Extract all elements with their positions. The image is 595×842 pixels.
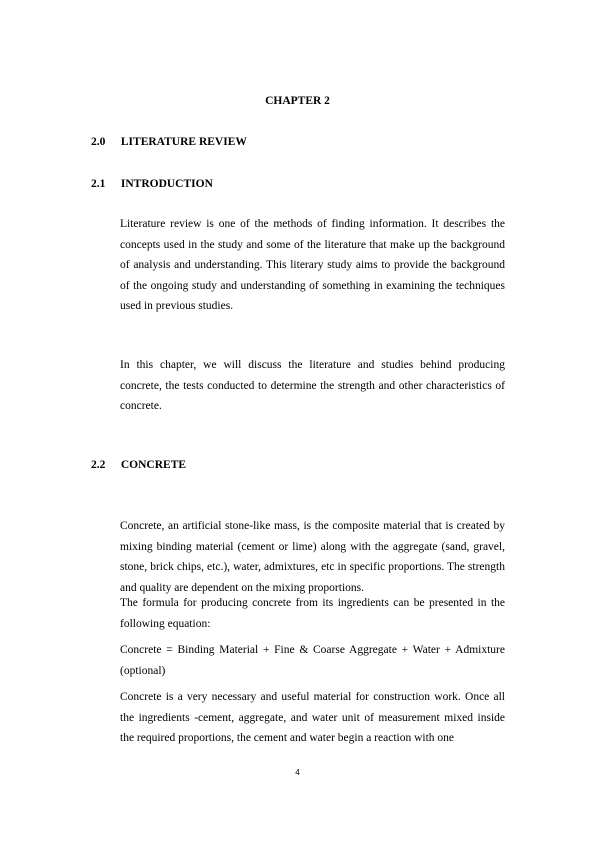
section-title: CONCRETE	[120, 459, 187, 471]
intro-paragraph-2: In this chapter, we will discuss the literature and studies behind producing concrete, the tests conducted to determine the strength and other characteristics of concrete.	[120, 359, 505, 412]
section-heading-introduction	[91, 177, 213, 191]
section-heading-concrete	[91, 458, 186, 472]
section-heading-literature-review	[91, 135, 247, 149]
concrete-paragraph-2: The formula for producing concrete from its ingredients can be presented in the following equation:	[120, 597, 505, 630]
concrete-paragraph-1: Concrete, an artificial stone-like mass, is the composite material that is created by mixing binding material (cement or lime) along with the aggregate (sand, gravel, stone, brick chips, etc.), water, admixtures, etc in specific proportions. The strength and quality are dependent on the mixing proportions.	[120, 520, 505, 594]
section-title: INTRODUCTION	[120, 178, 213, 190]
section-number: 2.0	[91, 136, 106, 148]
section-number: 2.1	[91, 178, 106, 190]
concrete-equation: Concrete = Binding Material + Fine & Coarse Aggregate + Water + Admixture (optional)	[120, 644, 505, 677]
section-number: 2.2	[91, 459, 106, 471]
page-number: 4	[295, 768, 300, 777]
intro-paragraph-1: Literature review is one of the methods of finding information. It describes the concepts used in the study and some of the literature that make up the background of analysis and understanding. This literary study aims to provide the background of the ongoing study and understanding of something in examining the techniques used in previous studies.	[120, 218, 505, 312]
section-title: LITERATURE REVIEW	[120, 136, 247, 148]
concrete-paragraph-3: Concrete is a very necessary and useful material for construction work. Once all the ingredients -cement, aggregate, and water unit of measurement mixed inside the required proportions, the cement and water begin a reaction with one	[120, 691, 505, 744]
chapter-title: CHAPTER 2	[265, 95, 330, 107]
